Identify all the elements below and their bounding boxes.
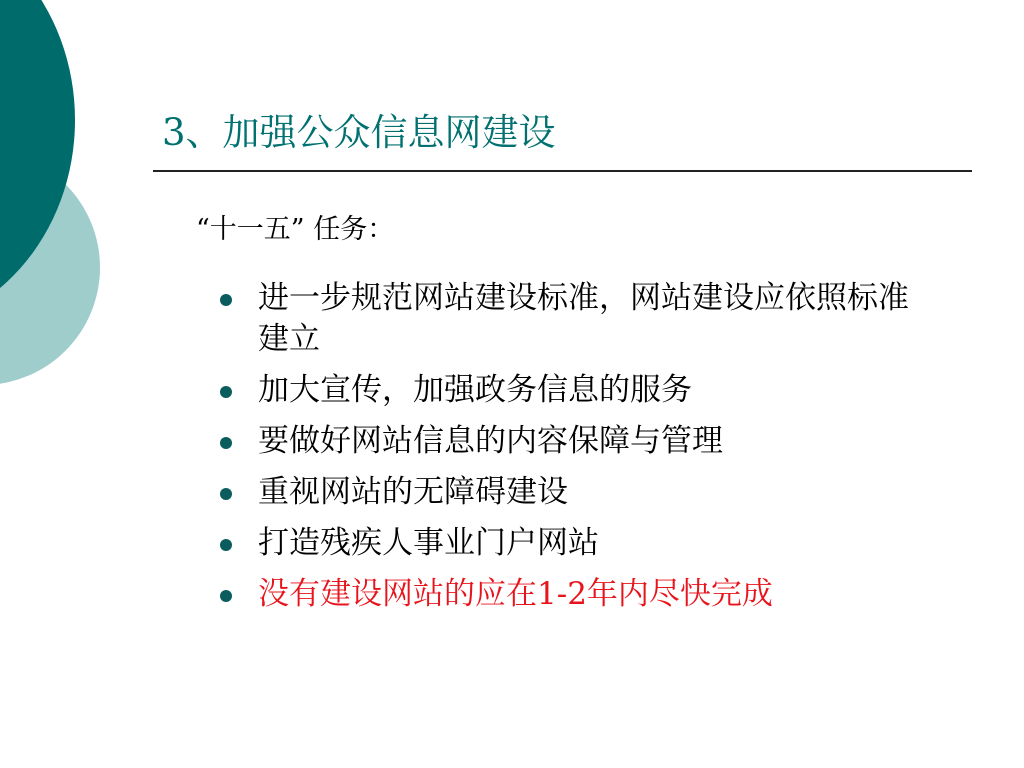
bullet-item bbox=[218, 421, 938, 462]
bullet-list bbox=[218, 278, 938, 625]
bullet-text: 要做好网站信息的内容保障与管理 bbox=[258, 423, 723, 459]
bullet-text: 加大宣传，加强政务信息的服务 bbox=[258, 372, 692, 408]
bullet-text: 打造残疾人事业门户网站 bbox=[258, 525, 599, 561]
bullet-item bbox=[218, 370, 938, 411]
bullet-dot-icon bbox=[220, 437, 232, 449]
bullet-dot-icon bbox=[220, 294, 232, 306]
bullet-dot-icon bbox=[220, 590, 232, 602]
bullet-text: 没有建设网站的应在1-2年内尽快完成 bbox=[258, 576, 773, 612]
bullet-item bbox=[218, 472, 938, 513]
bullet-dot-icon bbox=[220, 488, 232, 500]
bullet-item bbox=[218, 278, 938, 360]
bullet-text: 进一步规范网站建设标准，网站建设应依照标准建立 bbox=[258, 280, 909, 357]
bullet-text: 重视网站的无障碍建设 bbox=[258, 474, 568, 510]
bullet-dot-icon bbox=[220, 386, 232, 398]
title-divider bbox=[153, 170, 972, 172]
bullet-item bbox=[218, 523, 938, 564]
slide-subtitle: “十一五” 任务： bbox=[196, 214, 395, 245]
bullet-item-highlight bbox=[218, 574, 938, 615]
bullet-dot-icon bbox=[220, 539, 232, 551]
slide-title: 3、加强公众信息网建设 bbox=[162, 111, 556, 154]
